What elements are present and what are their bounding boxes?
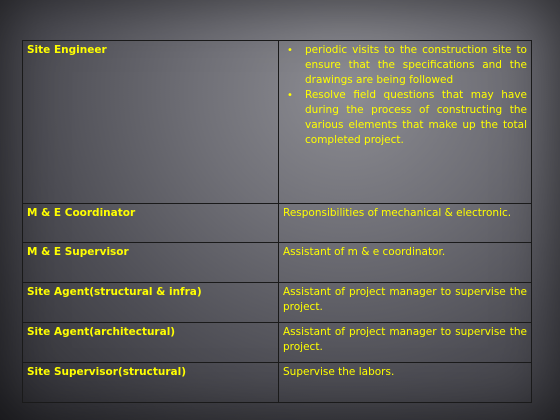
description-cell: Assistant of m & e coordinator.: [279, 243, 532, 283]
table-row: [23, 204, 532, 243]
responsibilities-table: [22, 40, 532, 403]
description-cell: Supervise the labors.: [279, 363, 532, 403]
role-cell: Site Supervisor(structural): [23, 363, 279, 403]
table-row: [23, 283, 532, 323]
bullet-icon: •: [287, 90, 293, 101]
role-cell: Site Agent(architectural): [23, 323, 279, 363]
list-item: [287, 43, 527, 88]
description-cell: Assistant of project manager to supervise the project.: [279, 283, 532, 323]
list-item: [287, 88, 527, 148]
table-row: [23, 243, 532, 283]
description-cell: Responsibilities of mechanical & electronic.: [279, 204, 532, 243]
bullet-list: [283, 43, 527, 148]
description-cell: Assistant of project manager to supervise the project.: [279, 323, 532, 363]
bullet-text: periodic visits to the construction site to ensure that the specifications and the drawings are being followed: [305, 44, 527, 86]
bullet-text: Resolve field questions that may have during the process of constructing the various elements that make up the total completed project.: [305, 89, 527, 146]
role-cell: M & E Supervisor: [23, 243, 279, 283]
role-cell: Site Engineer: [23, 41, 279, 204]
description-cell: [279, 41, 532, 204]
table-row: [23, 41, 532, 204]
role-cell: Site Agent(structural & infra): [23, 283, 279, 323]
role-cell: M & E Coordinator: [23, 204, 279, 243]
bullet-icon: •: [287, 45, 293, 56]
table-row: [23, 323, 532, 363]
table-row: [23, 363, 532, 403]
